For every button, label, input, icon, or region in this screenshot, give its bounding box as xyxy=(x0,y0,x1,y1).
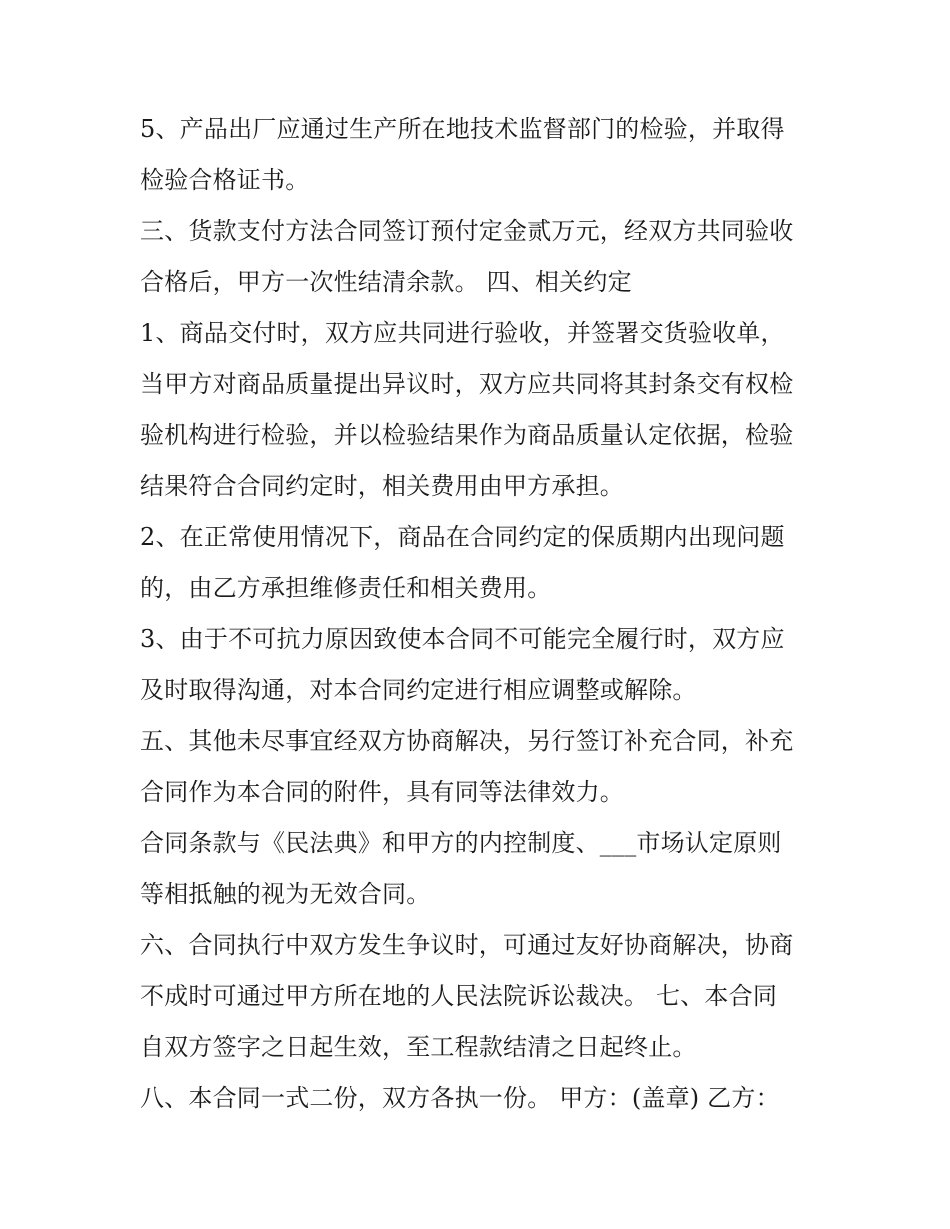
text-line: 自双方签字之日起生效，至工程款结清之日起终止。 xyxy=(140,1033,697,1061)
document-body xyxy=(140,104,820,1124)
text-line: 六、合同执行中双方发生争议时，可通过友好协商解决，协商 xyxy=(140,931,794,959)
text-line: 验机构进行检验，并以检验结果作为商品质量认定依据，检验 xyxy=(140,421,794,449)
text-line: 八、本合同一式二份，双方各执一份。 甲方：(盖章) 乙方： xyxy=(140,1084,780,1112)
text-line: 5、产品出厂应通过生产所在地技术监督部门的检验，并取得 xyxy=(140,115,785,143)
text-line: 五、其他未尽事宜经双方协商解决，另行签订补充合同，补充 xyxy=(140,727,794,755)
text-line: 当甲方对商品质量提出异议时，双方应共同将其封条交有权检 xyxy=(140,370,794,398)
text-line: 三、货款支付方法合同签订预付定金贰万元，经双方共同验收 xyxy=(140,217,794,245)
text-line: 检验合格证书。 xyxy=(140,166,310,194)
text-line: 及时取得沟通，对本合同约定进行相应调整或解除。 xyxy=(140,676,697,704)
text-line: 不成时可通过甲方所在地的人民法院诉讼裁决。 七、本合同 xyxy=(140,982,778,1010)
text-line: 2、在正常使用情况下，商品在合同约定的保质期内出现问题 xyxy=(140,523,785,551)
text-line: 合同条款与《民法典》和甲方的内控制度、___市场认定原则 xyxy=(140,829,782,857)
text-line: 等相抵触的视为无效合同。 xyxy=(140,880,431,908)
text-line: 3、由于不可抗力原因致使本合同不可能完全履行时，双方应 xyxy=(140,625,785,653)
text-line: 1、商品交付时，双方应共同进行验收，并签署交货验收单， xyxy=(140,319,785,347)
text-line: 结果符合合同约定时，相关费用由甲方承担。 xyxy=(140,472,624,500)
text-line: 的，由乙方承担维修责任和相关费用。 xyxy=(140,574,552,602)
text-line: 合格后，甲方一次性结清余款。 四、相关约定 xyxy=(140,268,632,296)
text-line: 合同作为本合同的附件，具有同等法律效力。 xyxy=(140,778,624,806)
